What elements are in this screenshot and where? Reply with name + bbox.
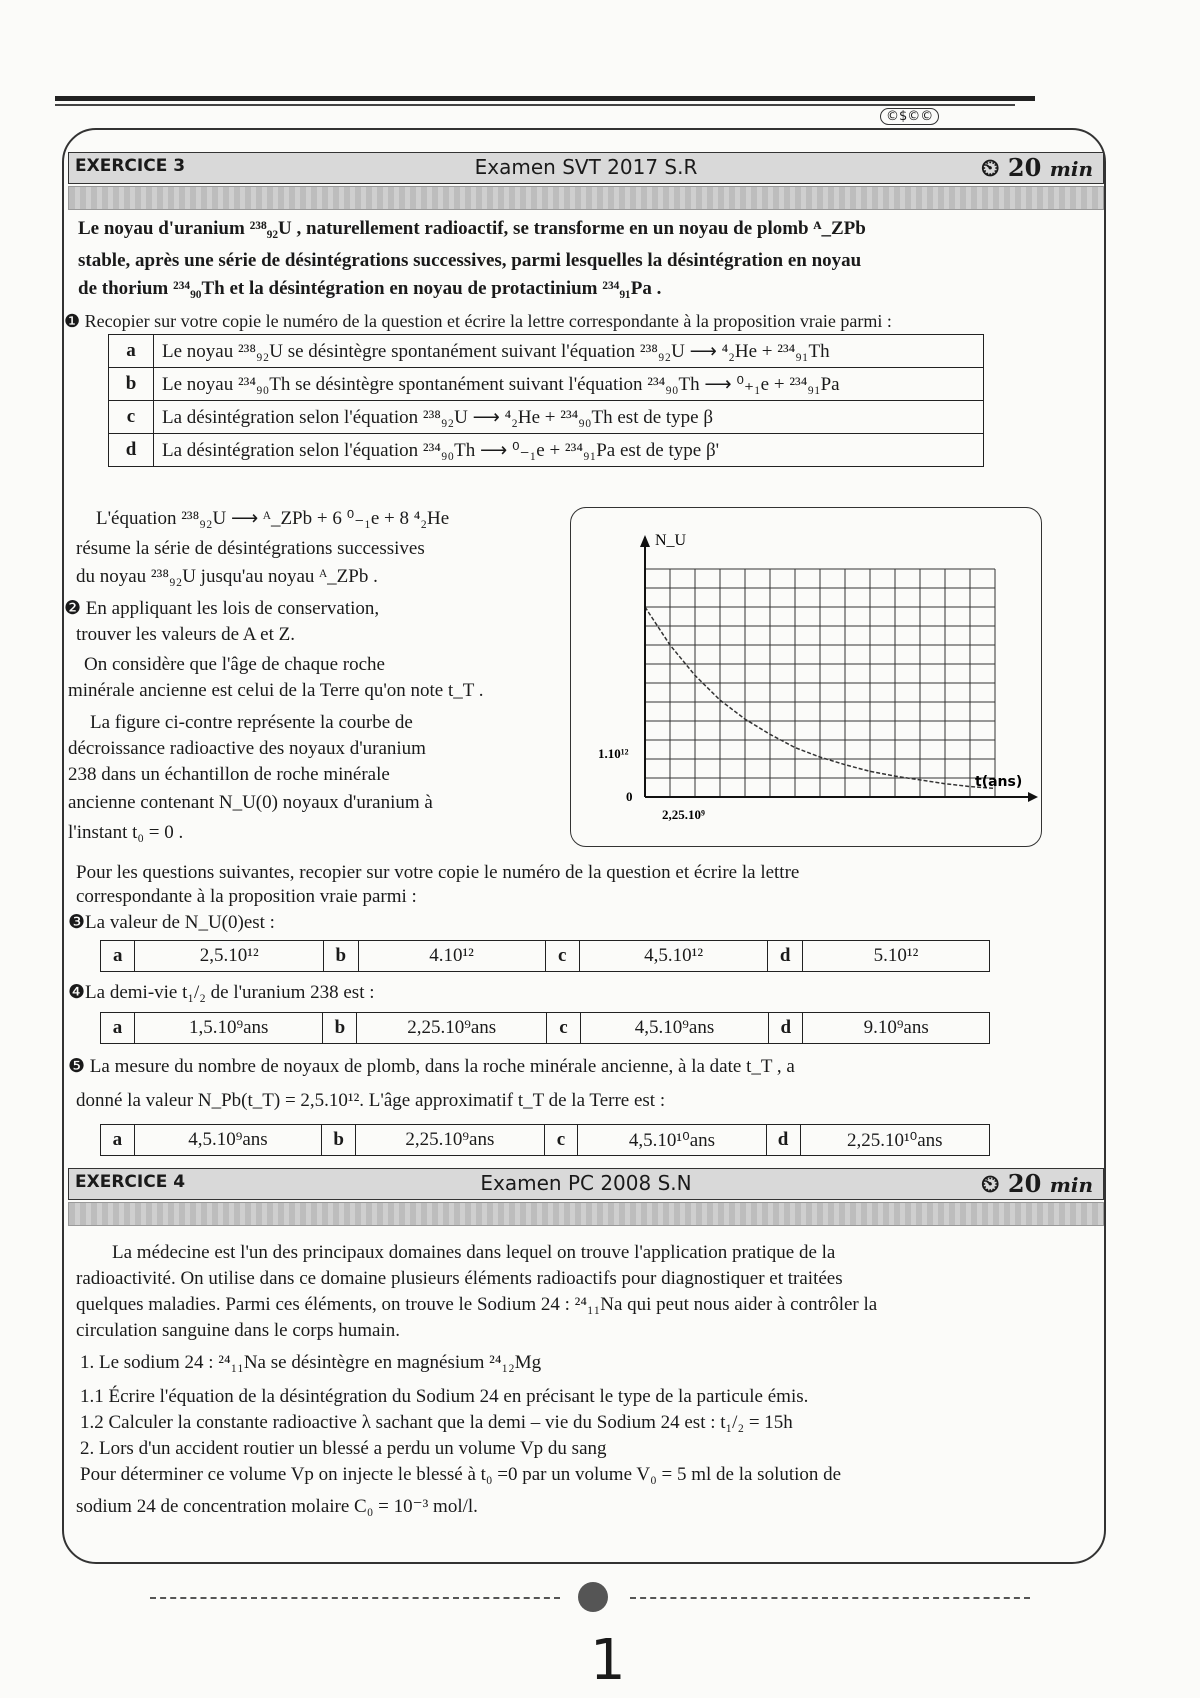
ex4-paragraph-4: circulation sanguine dans le corps humain.	[76, 1320, 400, 1341]
q3-key-a: a	[101, 941, 135, 972]
q5-options	[100, 1124, 990, 1156]
q1-key-d: d	[109, 434, 154, 467]
footer-ornament-icon	[578, 1582, 608, 1612]
q1-text-b: Le noyau ²³⁴₉₀Th se désintègre spontanément suivant l'équation ²³⁴₉₀Th ⟶ ⁰₊₁e + ²³⁴₉₁Pa	[154, 368, 984, 401]
exercise-4-source: Examen PC 2008 S.N	[480, 1171, 692, 1195]
ex4-question-1-1: 1.1 Écrire l'équation de la désintégration du Sodium 24 en précisant le type de la particule émis.	[80, 1386, 809, 1407]
exercise-4-bar	[68, 1202, 1104, 1226]
q5-val-c: 4,5.10¹⁰ans	[578, 1125, 766, 1156]
y-axis-label: N_U	[655, 532, 687, 549]
chart-grid	[645, 569, 995, 797]
ex4-question-2: 2. Lors d'un accident routier un blessé a perdu un volume Vp du sang	[80, 1438, 607, 1459]
q1-row-a	[109, 335, 984, 368]
clock-icon: ⏲	[980, 1169, 1000, 1198]
ex3-equation-2: résume la série de désintégrations successives	[76, 538, 425, 559]
ex3-fig-4: ancienne contenant N_U(0) noyaux d'uranium à	[68, 792, 433, 813]
ex4-question-2b: Pour déterminer ce volume Vp on injecte le blessé à t₀ =0 par un volume V₀ = 5 ml de la solution de	[80, 1464, 842, 1485]
q5-key-a: a	[101, 1125, 135, 1156]
q4-key-a: a	[101, 1013, 135, 1044]
q3-val-d: 5.10¹²	[802, 941, 989, 972]
q4-val-a: 1,5.10⁹ans	[135, 1013, 323, 1044]
ex4-question-1-2: 1.2 Calculer la constante radioactive λ sachant que la demi – vie du Sodium 24 est : t₁/₂ = 15h	[80, 1412, 793, 1433]
q4-val-c: 4,5.10⁹ans	[580, 1013, 768, 1044]
q1-row-c	[109, 401, 984, 434]
exercise-3-time	[981, 153, 1093, 182]
q1-text-c: La désintégration selon l'équation ²³⁸₉₂U ⟶ ⁴₂He + ²³⁴₉₀Th est de type β	[154, 401, 984, 434]
ex3-question-3: ❸La valeur de N_U(0)est :	[68, 912, 275, 933]
ex3-intro-2: stable, après une série de désintégrations successives, parmi lesquelles la désintégration en noyau	[78, 250, 862, 271]
x-axis-label: t(ans)	[975, 774, 1023, 790]
ex3-age-2: minérale ancienne est celui de la Terre qu'on note t_T .	[68, 680, 484, 701]
ex3-question-5a: ❺ La mesure du nombre de noyaux de plomb, dans la roche minérale ancienne, à la date t_T , a	[68, 1056, 795, 1077]
ex3-equation-1: L'équation ²³⁸₉₂U ⟶ ᴬ_ZPb + 6 ⁰₋₁e + 8 ⁴₂He	[96, 508, 450, 529]
ex3-question-5b: donné la valeur N_Pb(t_T) = 2,5.10¹². L'âge approximatif t_T de la Terre est :	[76, 1090, 666, 1111]
exercise-4-label: EXERCICE 4	[75, 1172, 186, 1192]
exercise-3-time-value: 20	[1007, 153, 1042, 182]
ex3-age-1: On considère que l'âge de chaque roche	[84, 654, 385, 675]
ex4-question-1: 1. Le sodium 24 : ²⁴₁₁Na se désintègre en magnésium ²⁴₁₂Mg	[80, 1352, 542, 1373]
license-badge: ©$©©	[880, 108, 939, 125]
q1-key-a: a	[109, 335, 154, 368]
ex3-equation-3: du noyau ²³⁸₉₂U jusqu'au noyau ᴬ_ZPb .	[76, 566, 378, 587]
exercise-3-bar	[68, 186, 1104, 210]
ex4-paragraph-2: radioactivité. On utilise dans ce domaine plusieurs éléments radioactifs pour diagnostiquer et traitées	[76, 1268, 843, 1289]
exercise-3-time-unit: min	[1049, 157, 1093, 181]
q5-val-a: 4,5.10⁹ans	[134, 1125, 321, 1156]
footer-rule-right	[630, 1597, 1030, 1599]
exercise-4-time-value: 20	[1007, 1169, 1042, 1198]
q3-key-b: b	[323, 941, 358, 972]
q4-key-b: b	[323, 1013, 357, 1044]
ex3-question-2a: ❷ En appliquant les lois de conservation,	[64, 598, 380, 619]
q4-val-b: 2,25.10⁹ans	[357, 1013, 546, 1044]
footer-rule-left	[150, 1597, 560, 1599]
q4-key-d: d	[769, 1013, 803, 1044]
header-rule-thin	[55, 104, 1015, 106]
header-rule	[55, 96, 1035, 101]
q4-options	[100, 1012, 990, 1044]
ex3-fig-3: 238 dans un échantillon de roche minérale	[68, 764, 390, 785]
q5-val-d: 2,25.10¹⁰ans	[800, 1125, 989, 1156]
ex3-question-4: ❹La demi-vie t₁/₂ de l'uranium 238 est :	[68, 982, 375, 1003]
ex3-question-1: ❶ Recopier sur votre copie le numéro de la question et écrire la lettre correspondante à la proposition vraie parmi :	[64, 311, 892, 331]
y-tick-label: 1.10¹²	[598, 746, 629, 761]
exercise-4-time	[981, 1169, 1093, 1198]
q3-val-c: 4,5.10¹²	[579, 941, 767, 972]
q1-row-d	[109, 434, 984, 467]
ex4-paragraph-1: La médecine est l'un des principaux domaines dans lequel on trouve l'application pratique de la	[112, 1242, 836, 1263]
ex3-question-2b: trouver les valeurs de A et Z.	[76, 624, 295, 645]
page-number: 1	[590, 1628, 626, 1693]
ex3-intro-1: Le noyau d'uranium ²³⁸₉₂U , naturellement radioactif, se transforme en un noyau de plomb ᴬ_ZPb	[78, 218, 866, 239]
q1-key-b: b	[109, 368, 154, 401]
q5-key-b: b	[322, 1125, 356, 1156]
q3-key-c: c	[545, 941, 579, 972]
clock-icon: ⏲	[980, 153, 1000, 182]
ex3-fig-1: La figure ci-contre représente la courbe de	[90, 712, 413, 733]
ex3-q1-table	[108, 334, 984, 467]
ex3-fig-2: décroissance radioactive des noyaux d'uranium	[68, 738, 426, 759]
q3-options	[100, 940, 990, 972]
q1-text-d: La désintégration selon l'équation ²³⁴₉₀Th ⟶ ⁰₋₁e + ²³⁴₉₁Pa est de type β'	[154, 434, 984, 467]
q1-row-b	[109, 368, 984, 401]
decay-chart	[570, 507, 1040, 845]
q4-key-c: c	[546, 1013, 580, 1044]
exercise-3-label: EXERCICE 3	[75, 156, 186, 176]
exercise-3-header	[68, 152, 1104, 184]
q5-val-b: 2,25.10⁹ans	[356, 1125, 545, 1156]
q3-key-d: d	[768, 941, 803, 972]
q4-val-d: 9.10⁹ans	[803, 1013, 990, 1044]
exercise-3-source: Examen SVT 2017 S.R	[474, 155, 698, 179]
x-tick-label: 2,25.10⁹	[662, 807, 705, 822]
q3-val-b: 4.10¹²	[358, 941, 545, 972]
q3-val-a: 2,5.10¹²	[135, 941, 323, 972]
ex4-question-2c: sodium 24 de concentration molaire C₀ = 10⁻³ mol/l.	[76, 1496, 478, 1517]
origin-label: 0	[626, 789, 633, 804]
ex3-fig-5: l'instant t₀ = 0 .	[68, 822, 184, 843]
q1-key-c: c	[109, 401, 154, 434]
ex3-follow-2: correspondante à la proposition vraie parmi :	[76, 886, 417, 907]
ex4-paragraph-3: quelques maladies. Parmi ces éléments, on trouve le Sodium 24 : ²⁴₁₁Na qui peut nous aider à contrôler la	[76, 1294, 878, 1315]
ex3-follow-1: Pour les questions suivantes, recopier sur votre copie le numéro de la question et écrire la lettre	[76, 862, 800, 883]
q5-key-d: d	[766, 1125, 800, 1156]
q5-key-c: c	[544, 1125, 578, 1156]
exercise-4-time-unit: min	[1049, 1173, 1093, 1197]
q1-text-a: Le noyau ²³⁸₉₂U se désintègre spontanément suivant l'équation ²³⁸₉₂U ⟶ ⁴₂He + ²³⁴₉₁Th	[154, 335, 984, 368]
ex3-intro-3: de thorium ²³⁴₉₀Th et la désintégration en noyau de protactinium ²³⁴₉₁Pa .	[78, 278, 662, 299]
x-axis-arrow	[1028, 792, 1038, 802]
exercise-4-header	[68, 1168, 1104, 1200]
y-axis-arrow	[640, 535, 650, 547]
